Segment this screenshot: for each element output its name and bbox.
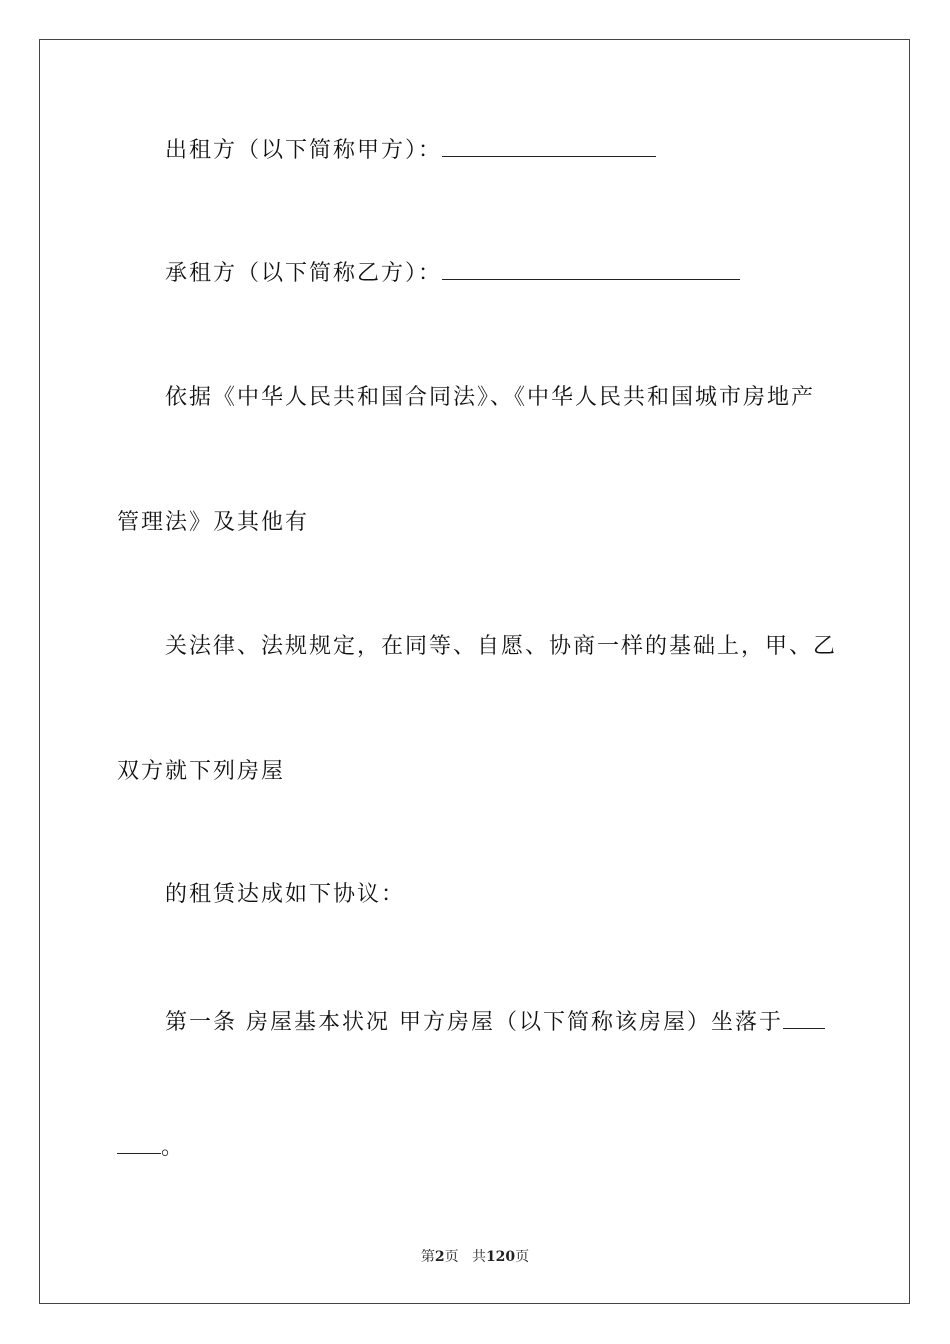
basis-line-1: 依据《中华人民共和国合同法》、《中华人民共和国城市房地产 — [165, 385, 816, 410]
article1-end: 。 — [161, 1135, 186, 1160]
page-footer — [0, 1248, 950, 1266]
basis-line-5: 的租赁达成如下协议： — [165, 882, 406, 907]
basis-line-4: 双方就下列房屋 — [117, 759, 286, 784]
basis-line-2: 管理法》及其他有 — [117, 510, 310, 535]
article1-line-2 — [117, 1133, 185, 1163]
page-suffix: 页 — [444, 1249, 459, 1265]
lessor-blank — [442, 136, 656, 157]
page-frame — [39, 39, 910, 1304]
lessee-line — [165, 259, 740, 289]
location-blank — [783, 1008, 825, 1029]
lessee-label: 承租方（以下简称乙方）： — [165, 261, 443, 286]
page-current: 2 — [434, 1249, 445, 1265]
total-suffix: 页 — [515, 1249, 530, 1265]
total-prefix: 共 — [471, 1249, 486, 1265]
lessee-blank — [442, 259, 740, 280]
article1-text: 第一条 房屋基本状况 甲方房屋（以下简称该房屋）坐落于 — [165, 1010, 783, 1035]
basis-line-3: 关法律、法规规定，在同等、自愿、协商一样的基础上，甲、乙 — [165, 634, 838, 659]
page-total: 120 — [485, 1249, 516, 1265]
lessor-line — [165, 136, 656, 166]
lessor-label: 出租方（以下简称甲方）： — [165, 138, 443, 163]
article1-line-1 — [165, 1008, 825, 1038]
location-blank-cont — [117, 1133, 161, 1154]
page-prefix: 第 — [420, 1249, 435, 1265]
